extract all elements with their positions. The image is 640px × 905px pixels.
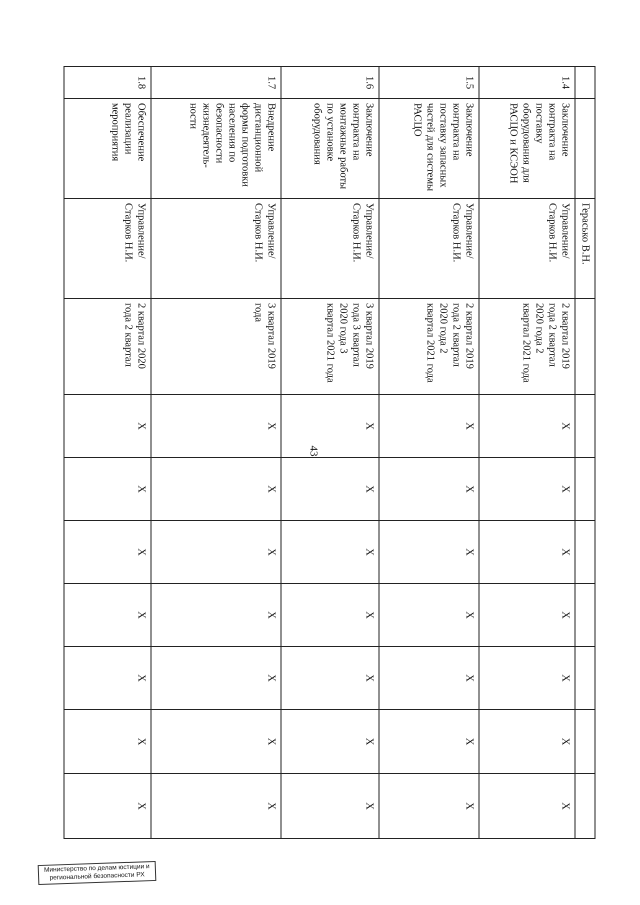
value-cell: Х: [64, 521, 151, 584]
value-cell: [575, 458, 595, 521]
value-cell: Х: [281, 710, 379, 774]
rotated-table-container: [67, 66, 596, 838]
value-cell: Х: [64, 584, 151, 647]
value-cell: Х: [479, 710, 575, 774]
value-cell: Х: [151, 458, 281, 521]
value-cell: Х: [281, 647, 379, 710]
responsible-cell: Герасько В.Н.: [575, 199, 595, 299]
plan-table: [64, 66, 596, 839]
value-cell: Х: [379, 395, 479, 458]
value-cell: Х: [379, 647, 479, 710]
ministry-stamp: Министерство по делам юстиции и региональной безопасности РХ: [38, 861, 157, 885]
row-number: 1.5: [379, 67, 479, 99]
table-row: [281, 67, 379, 839]
period-cell: 2 квартал 2019 года 2 квартал 2020 года 2 квартал 2021 года: [479, 299, 575, 395]
value-cell: [575, 710, 595, 774]
value-cell: Х: [479, 774, 575, 839]
value-cell: Х: [479, 584, 575, 647]
value-cell: Х: [64, 458, 151, 521]
value-cell: Х: [281, 458, 379, 521]
value-cell: Х: [479, 521, 575, 584]
period-cell: 3 квартал 2019 года 3 квартал 2020 года 3 квартал 2021 года: [281, 299, 379, 395]
row-number: 1.8: [64, 67, 151, 99]
row-number: 1.6: [281, 67, 379, 99]
value-cell: Х: [379, 521, 479, 584]
value-cell: Х: [151, 584, 281, 647]
value-cell: Х: [479, 395, 575, 458]
table-row: [379, 67, 479, 839]
value-cell: Х: [64, 395, 151, 458]
period-cell: 2 квартал 2020 года 2 квартал: [64, 299, 151, 395]
table-row: [575, 67, 595, 839]
responsible-cell: Управление/ Старков Н.И.: [64, 199, 151, 299]
value-cell: [575, 774, 595, 839]
value-cell: Х: [479, 458, 575, 521]
table-row: [64, 67, 151, 839]
value-cell: Х: [281, 774, 379, 839]
value-cell: Х: [151, 521, 281, 584]
event-cell: Обеспечение реализации мероприятия: [64, 99, 151, 199]
event-cell: Заключение контракта на поставку запасных частей для системы РАСЦО: [379, 99, 479, 199]
value-cell: Х: [281, 584, 379, 647]
table-row: [151, 67, 281, 839]
value-cell: Х: [281, 395, 379, 458]
value-cell: Х: [64, 710, 151, 774]
value-cell: Х: [151, 710, 281, 774]
period-cell: 3 квартал 2019 года: [151, 299, 281, 395]
value-cell: Х: [151, 647, 281, 710]
event-cell: Заключение контракта на поставку оборудования для РАСЦО и КСЭОН: [479, 99, 575, 199]
value-cell: [575, 584, 595, 647]
responsible-cell: Управление/ Старков Н.И.: [281, 199, 379, 299]
event-cell: Внедрение дистанционной формы подготовки населения по безопасности жизнедеятель- ности: [151, 99, 281, 199]
value-cell: Х: [64, 647, 151, 710]
event-cell: Заключение контракта на монтажные работы по установке оборудования: [281, 99, 379, 199]
row-number: 1.7: [151, 67, 281, 99]
value-cell: Х: [64, 774, 151, 839]
row-number: [575, 67, 595, 99]
value-cell: Х: [379, 584, 479, 647]
period-cell: [575, 299, 595, 395]
event-cell: [575, 99, 595, 199]
value-cell: [575, 521, 595, 584]
value-cell: Х: [281, 521, 379, 584]
value-cell: Х: [151, 395, 281, 458]
value-cell: [575, 647, 595, 710]
table-row: [479, 67, 575, 839]
period-cell: 2 квартал 2019 года 2 квартал 2020 года 2 квартал 2021 года: [379, 299, 479, 395]
responsible-cell: Управление/ Старков Н.И.: [379, 199, 479, 299]
value-cell: Х: [379, 774, 479, 839]
page-number: 43: [307, 445, 320, 457]
responsible-cell: Управление/ Старков Н.И.: [151, 199, 281, 299]
value-cell: [575, 395, 595, 458]
table-body: [64, 67, 595, 839]
value-cell: Х: [379, 710, 479, 774]
row-number: 1.4: [479, 67, 575, 99]
value-cell: Х: [151, 774, 281, 839]
value-cell: Х: [379, 458, 479, 521]
value-cell: Х: [479, 647, 575, 710]
responsible-cell: Управление/ Старков Н.И.: [479, 199, 575, 299]
